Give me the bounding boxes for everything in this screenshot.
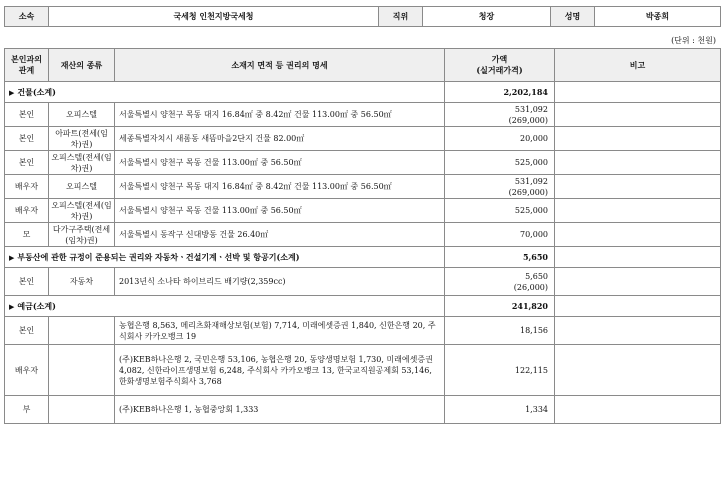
value-cell (445, 345, 555, 396)
section-subtotal-row (5, 247, 721, 268)
section-title-cell (5, 296, 445, 317)
section-subtotal-row (5, 296, 721, 317)
column-header-value-sublabel: (실거래가격) (476, 65, 523, 75)
remarks-cell (555, 317, 721, 345)
value-cell (445, 103, 555, 127)
position-label: 직위 (379, 7, 423, 27)
relation-cell: 배우자 (5, 175, 49, 199)
table-row (5, 127, 721, 151)
relation-cell: 모 (5, 223, 49, 247)
column-header-remarks: 비고 (555, 49, 721, 82)
description-cell: 서울특별시 양천구 목동 대지 16.84㎡ 중 8.42㎡ 건물 113.00㎡ 중 56.50㎡ (115, 103, 445, 127)
section-remarks-cell (555, 247, 721, 268)
value-cell (445, 151, 555, 175)
section-title: 건물(소계) (17, 86, 56, 97)
value-actual-price: (26,000) (513, 282, 548, 292)
remarks-cell (555, 223, 721, 247)
section-title-cell (5, 247, 445, 268)
asset-table (4, 48, 721, 424)
name-value: 박종희 (595, 7, 721, 27)
value-cell (445, 223, 555, 247)
remarks-cell (555, 127, 721, 151)
value-cell (445, 127, 555, 151)
value-amount: 531,092 (514, 176, 548, 186)
value-cell (445, 317, 555, 345)
description-cell: 서울특별시 양천구 목동 건물 113.00㎡ 중 56.50㎡ (115, 199, 445, 223)
relation-cell: 본인 (5, 268, 49, 296)
position-value: 청장 (423, 7, 551, 27)
value-cell (445, 268, 555, 296)
section-remarks-cell (555, 296, 721, 317)
remarks-cell (555, 268, 721, 296)
value-amount: 18,156 (520, 326, 548, 335)
relation-cell: 부 (5, 396, 49, 424)
column-header-relation: 본인과의 관계 (5, 49, 49, 82)
asset-type-cell: 아파트(전세(임차)권) (49, 127, 115, 151)
table-row (5, 199, 721, 223)
value-actual-price: (269,000) (508, 187, 548, 197)
value-cell (445, 396, 555, 424)
section-remarks-cell (555, 82, 721, 103)
value-amount: 525,000 (514, 206, 548, 215)
asset-type-cell: 오피스텔 (49, 175, 115, 199)
column-header-value (445, 49, 555, 82)
relation-cell: 본인 (5, 103, 49, 127)
section-title-cell (5, 82, 445, 103)
table-row (5, 345, 721, 396)
affiliation-label: 소속 (5, 7, 49, 27)
asset-type-cell: 오피스텔(전세(임차)권) (49, 151, 115, 175)
section-title: 부동산에 관한 규정이 준용되는 권리와 자동차ㆍ건설기계ㆍ선박 및 항공기(소계) (17, 251, 300, 262)
section-marker-icon: ▶ (9, 301, 15, 311)
section-subtotal-row (5, 82, 721, 103)
column-header-description: 소재지 면적 등 권리의 명세 (115, 49, 445, 82)
value-amount: 525,000 (514, 158, 548, 167)
relation-cell: 배우자 (5, 345, 49, 396)
remarks-cell (555, 175, 721, 199)
asset-type-cell: 오피스텔 (49, 103, 115, 127)
remarks-cell (555, 103, 721, 127)
relation-cell: 본인 (5, 317, 49, 345)
remarks-cell (555, 199, 721, 223)
relation-cell: 본인 (5, 151, 49, 175)
asset-type-cell: 자동차 (49, 268, 115, 296)
description-cell: 서울특별시 양천구 목동 대지 16.84㎡ 중 8.42㎡ 건물 113.00㎡ 중 56.50㎡ (115, 175, 445, 199)
section-marker-icon: ▶ (9, 252, 15, 262)
value-cell (445, 199, 555, 223)
official-info-table (4, 6, 721, 27)
remarks-cell (555, 151, 721, 175)
table-row (5, 268, 721, 296)
table-row (5, 151, 721, 175)
column-header-type: 재산의 종류 (49, 49, 115, 82)
asset-type-cell (49, 345, 115, 396)
asset-type-cell (49, 317, 115, 345)
value-actual-price: (269,000) (508, 115, 548, 125)
description-cell: (주)KEB하나은행 2, 국민은행 53,106, 농협은행 20, 동양생명보험 1,730, 미래에셋증권 4,082, 신한라이프생명보험 6,248, 주식회사 카카오뱅크 13, 한국교직원공제회 53,146, 한화생명보험주식회사 3,768 (115, 345, 445, 396)
section-total: 2,202,184 (445, 82, 555, 103)
description-cell: 서울특별시 양천구 목동 건물 113.00㎡ 중 56.50㎡ (115, 151, 445, 175)
name-label: 성명 (551, 7, 595, 27)
section-total: 241,820 (445, 296, 555, 317)
section-title: 예금(소계) (17, 300, 56, 311)
relation-cell: 본인 (5, 127, 49, 151)
description-cell: 서울특별시 동작구 신대방동 건물 26.40㎡ (115, 223, 445, 247)
asset-type-cell (49, 396, 115, 424)
table-header-row (5, 49, 721, 82)
table-row (5, 103, 721, 127)
section-marker-icon: ▶ (9, 87, 15, 97)
relation-cell: 배우자 (5, 199, 49, 223)
value-amount: 531,092 (514, 104, 548, 114)
value-amount: 5,650 (525, 271, 548, 281)
value-amount: 1,334 (525, 405, 548, 414)
unit-note: (단위 : 천원) (671, 36, 716, 45)
asset-type-cell: 오피스텔(전세(임차)권) (49, 199, 115, 223)
value-amount: 20,000 (520, 134, 548, 143)
description-cell: 세종특별자치시 새롬동 새뜸마을2단지 건물 82.00㎡ (115, 127, 445, 151)
remarks-cell (555, 396, 721, 424)
affiliation-value: 국세청 인천지방국세청 (49, 7, 379, 27)
table-row (5, 317, 721, 345)
value-cell (445, 175, 555, 199)
value-amount: 122,115 (514, 365, 548, 375)
section-total: 5,650 (445, 247, 555, 268)
description-cell: (주)KEB하나은행 1, 농협중앙회 1,333 (115, 396, 445, 424)
table-row (5, 175, 721, 199)
description-cell: 2013년식 소나타 하이브리드 배기량(2,359cc) (115, 268, 445, 296)
table-row (5, 396, 721, 424)
column-header-value-label: 가액 (491, 54, 508, 64)
table-row (5, 223, 721, 247)
asset-type-cell: 다가구주택(전세(임차)권) (49, 223, 115, 247)
remarks-cell (555, 345, 721, 396)
description-cell: 농협은행 8,563, 메리츠화재해상보험(보험) 7,714, 미래에셋증권 1,840, 신한은행 20, 주식회사 카카오뱅크 19 (115, 317, 445, 345)
value-amount: 70,000 (520, 230, 548, 239)
